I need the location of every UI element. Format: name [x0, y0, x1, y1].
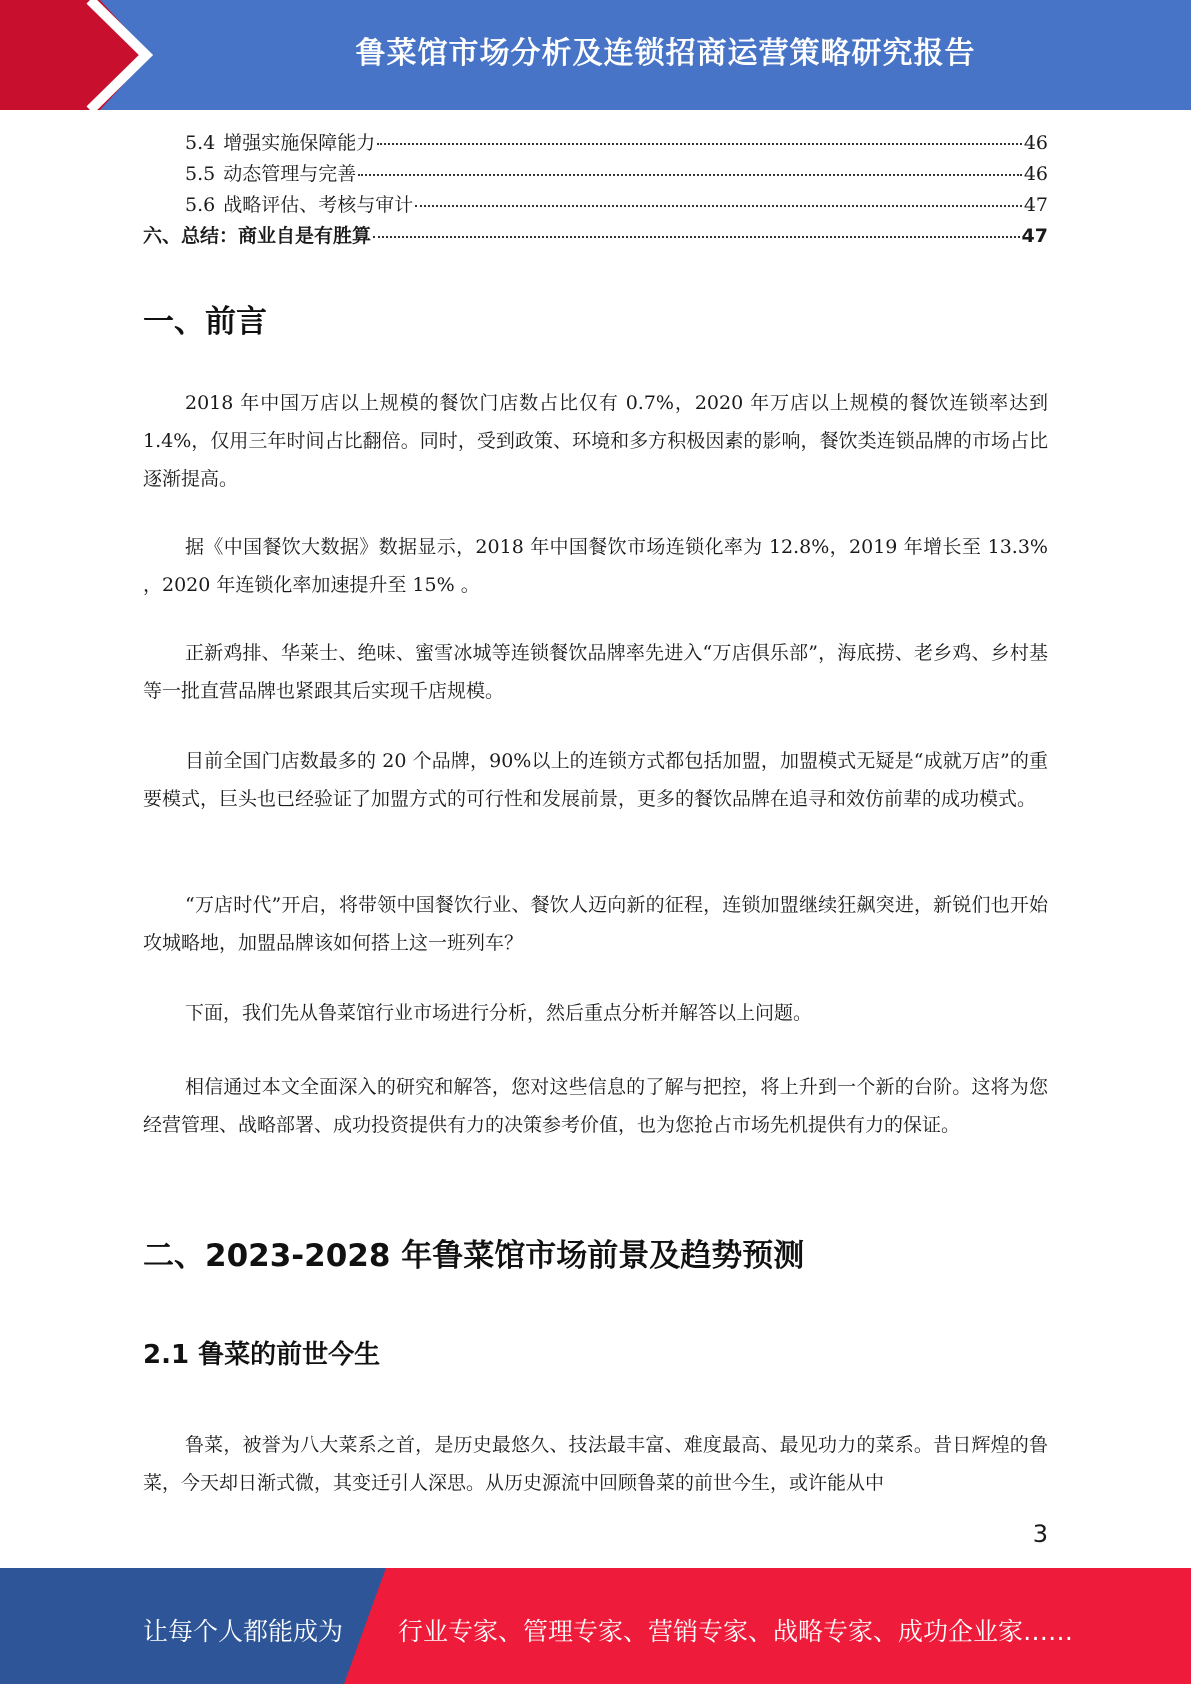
toc-item-number: 5.4: [185, 132, 216, 154]
toc-leader-dots: [358, 174, 1022, 176]
toc-item-number: 5.5: [185, 163, 216, 185]
toc-item-label: 战略评估、考核与审计: [223, 194, 414, 216]
footer-slogan-right: 行业专家、管理专家、营销专家、战略专家、成功企业家……: [398, 1617, 1074, 1646]
toc-item-page: 46: [1023, 163, 1048, 185]
paragraph: 据《中国餐饮大数据》数据显示，2018 年中国餐饮市场连锁化率为 12.8%，2019 年增长至 13.3% ，2020 年连锁化率加速提升至 15% 。: [143, 536, 1048, 596]
toc-item[interactable]: [143, 128, 1048, 159]
footer-slogan-left: 让每个人都能成为: [143, 1617, 344, 1646]
toc-item-label: 六、总结：商业自是有胜算: [143, 225, 372, 247]
toc-leader-dots: [373, 236, 1020, 238]
toc-item-number: 5.6: [185, 194, 216, 216]
section-heading-forecast: 二、2023-2028 年鲁菜馆市场前景及趋势预测: [143, 1238, 805, 1274]
toc-item-page: 47: [1021, 225, 1048, 247]
paragraph: 鲁菜，被誉为八大菜系之首，是历史最悠久、技法最丰富、难度最高、最见功力的菜系。昔日辉煌的鲁菜，今天却日渐式微，其变迁引人深思。从历史源流中回顾鲁菜的前世今生，或许能从中: [143, 1434, 1048, 1494]
toc-item-label: 动态管理与完善: [223, 163, 357, 185]
toc-leader-dots: [415, 205, 1022, 207]
paragraph: 目前全国门店数最多的 20 个品牌，90%以上的连锁方式都包括加盟，加盟模式无疑是“成就万店”的重要模式，巨头也已经验证了加盟方式的可行性和发展前景，更多的餐饮品牌在追寻和效仿前辈的成功模式。: [143, 750, 1048, 810]
toc-leader-dots: [377, 143, 1022, 145]
paragraph: 相信通过本文全面深入的研究和解答，您对这些信息的了解与把控，将上升到一个新的台阶。这将为您经营管理、战略部署、成功投资提供有力的决策参考价值，也为您抢占市场先机提供有力的保证。: [143, 1076, 1048, 1136]
page-header: [0, 0, 1191, 110]
report-title: 鲁菜馆市场分析及连锁招商运营策略研究报告: [355, 36, 976, 71]
subsection-heading: 2.1 鲁菜的前世今生: [143, 1340, 381, 1370]
toc-item[interactable]: [143, 190, 1048, 221]
toc-item-page: 47: [1023, 194, 1048, 216]
toc-item[interactable]: [143, 221, 1048, 252]
page-footer: [0, 1568, 1191, 1684]
toc-item-page: 46: [1023, 132, 1048, 154]
page-number: 3: [1032, 1520, 1048, 1548]
section-heading-preface: 一、前言: [143, 304, 267, 340]
paragraph: 2018 年中国万店以上规模的餐饮门店数占比仅有 0.7%，2020 年万店以上规模的餐饮连锁率达到 1.4%，仅用三年时间占比翻倍。同时，受到政策、环境和多方积极因素的影响，餐饮类连锁品牌的市场占比逐渐提高。: [143, 392, 1048, 490]
toc-item-label: 增强实施保障能力: [223, 132, 376, 154]
paragraph: 正新鸡排、华莱士、绝味、蜜雪冰城等连锁餐饮品牌率先进入“万店俱乐部”，海底捞、老乡鸡、乡村基等一批直营品牌也紧跟其后实现千店规模。: [143, 642, 1048, 702]
paragraph: “万店时代”开启，将带领中国餐饮行业、餐饮人迈向新的征程，连锁加盟继续狂飙突进，新锐们也开始攻城略地，加盟品牌该如何搭上这一班列车？: [143, 894, 1048, 954]
toc-item[interactable]: [143, 159, 1048, 190]
table-of-contents: [143, 128, 1048, 252]
paragraph: 下面，我们先从鲁菜馆行业市场进行分析，然后重点分析并解答以上问题。: [185, 1002, 813, 1024]
